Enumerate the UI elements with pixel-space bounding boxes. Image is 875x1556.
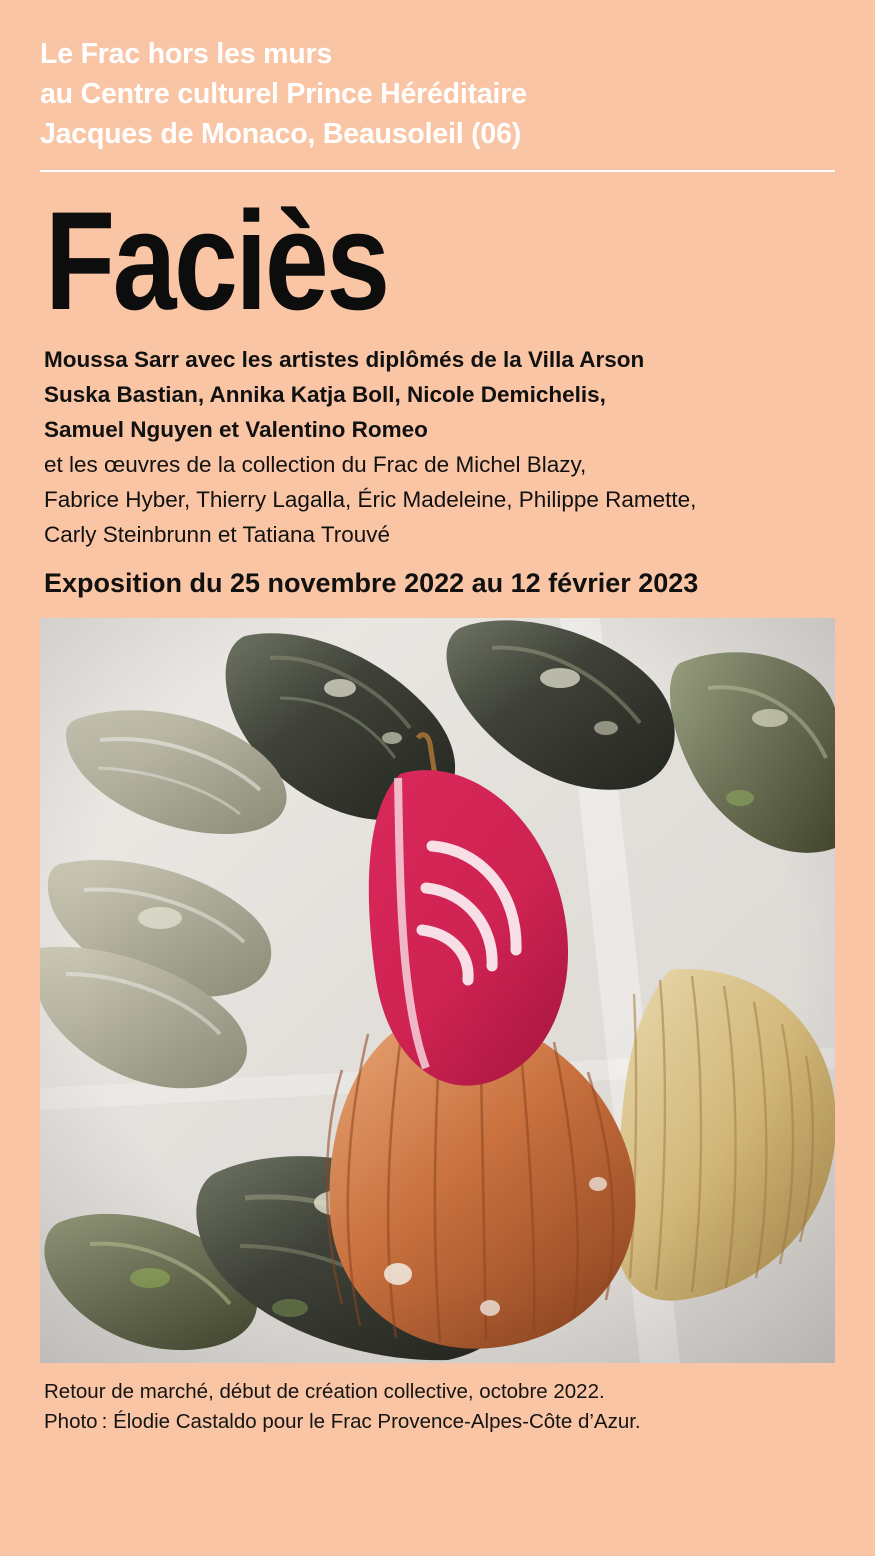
photo-caption-line-2: Photo : Élodie Castaldo pour le Frac Provence-Alpes-Côte d’Azur. (44, 1410, 641, 1433)
header (40, 0, 835, 154)
photo-caption-line-1: Retour de marché, début de création collective, octobre 2022. (44, 1380, 605, 1403)
credits-regular-line-2: Fabrice Hyber, Thierry Lagalla, Éric Madeleine, Philippe Ramette, (44, 487, 697, 512)
credits-bold-line-3: Samuel Nguyen et Valentino Romeo (44, 417, 428, 442)
title-block (40, 172, 835, 339)
credits-regular-line-3: Carly Steinbrunn et Tatiana Trouvé (44, 522, 391, 547)
credits-bold-line-1: Moussa Sarr avec les artistes diplômés de la Villa Arson (44, 347, 645, 372)
credits-block (40, 342, 835, 552)
header-line-1: Le Frac hors les murs (40, 38, 333, 70)
credits-bold-line-2: Suska Bastian, Annika Katja Boll, Nicole Demichelis, (44, 382, 606, 407)
exhibition-photo (40, 618, 835, 1363)
header-line-2: au Centre culturel Prince Héréditaire (40, 78, 527, 110)
photo-caption (40, 1377, 835, 1437)
exhibition-dates: Exposition du 25 novembre 2022 au 12 février 2023 (44, 568, 699, 598)
credits-regular-line-1: et les œuvres de la collection du Frac de Michel Blazy, (44, 452, 587, 477)
header-line-3: Jacques de Monaco, Beausoleil (06) (40, 118, 522, 150)
page-title: Faciès (45, 182, 388, 339)
